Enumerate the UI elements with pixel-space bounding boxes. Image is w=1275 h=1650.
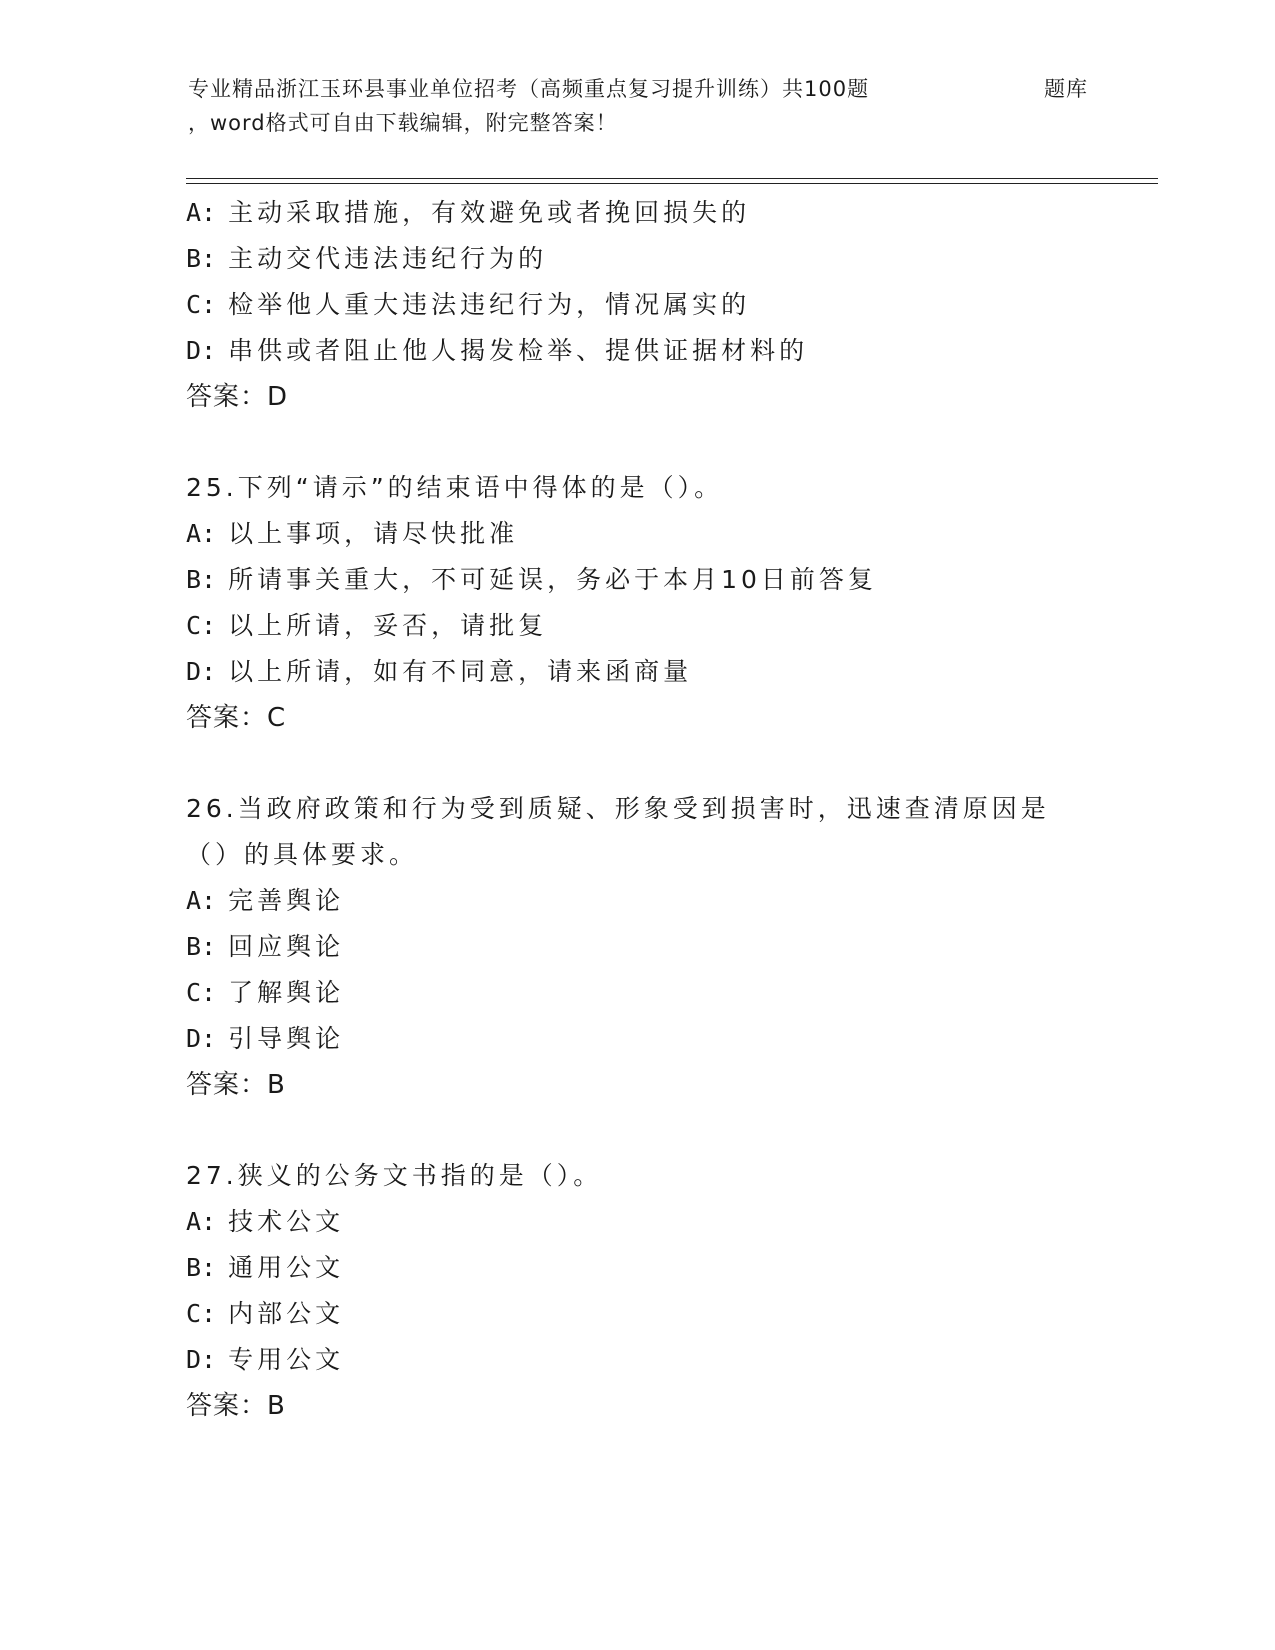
header-divider-top: [186, 178, 1158, 179]
option-spacer: [216, 657, 228, 686]
option-text: 内部公文: [228, 1299, 345, 1328]
option-line: [186, 328, 1146, 374]
option-spacer: [216, 1253, 228, 1282]
option-spacer: [216, 1024, 228, 1053]
option-line: [186, 1291, 1146, 1337]
option-spacer: [216, 611, 228, 640]
question-block: [186, 1153, 1146, 1429]
option-line: [186, 1245, 1146, 1291]
page-header: [188, 72, 1148, 140]
option-line: [186, 649, 1146, 695]
option-text: 了解舆论: [228, 978, 345, 1007]
option-letter: D:: [186, 657, 217, 686]
option-spacer: [216, 1345, 228, 1374]
answer-line: 答案：B: [186, 1070, 286, 1100]
option-spacer: [216, 198, 228, 227]
block-spacer: [186, 1108, 1146, 1153]
option-text: 串供或者阻止他人揭发检举、提供证据材料的: [228, 336, 809, 365]
question-text: 26.当政府政策和行为受到质疑、形象受到损害时，迅速查清原因是（）的具体要求。: [186, 794, 1050, 869]
option-spacer: [216, 978, 228, 1007]
header-title-row: [188, 72, 1088, 106]
answer-line: 答案：B: [186, 1391, 286, 1421]
option-spacer: [216, 244, 228, 273]
option-letter: C:: [186, 1299, 217, 1328]
option-spacer: [216, 1207, 228, 1236]
question-list: [186, 190, 1146, 1429]
question-block: [186, 190, 1146, 420]
option-line: [186, 511, 1146, 557]
option-text: 检举他人重大违法违纪行为，情况属实的: [228, 290, 751, 319]
question-text: 25.下列“请示”的结束语中得体的是（）。: [186, 473, 724, 502]
answer-line: 答案：C: [186, 703, 287, 733]
option-line: [186, 1016, 1146, 1062]
option-text: 专用公文: [228, 1345, 345, 1374]
option-letter: B:: [186, 932, 217, 961]
option-spacer: [216, 932, 228, 961]
option-line: [186, 1337, 1146, 1383]
option-text: 以上事项，请尽快批准: [228, 519, 519, 548]
option-letter: C:: [186, 611, 217, 640]
option-text: 主动交代违法违纪行为的: [228, 244, 548, 273]
option-spacer: [216, 1299, 228, 1328]
option-text: 回应舆论: [228, 932, 345, 961]
option-letter: D:: [186, 1345, 217, 1374]
option-spacer: [216, 886, 228, 915]
option-spacer: [216, 519, 228, 548]
option-line: [186, 970, 1146, 1016]
option-line: [186, 190, 1146, 236]
option-letter: A:: [186, 886, 217, 915]
option-letter: B:: [186, 1253, 217, 1282]
option-line: [186, 878, 1146, 924]
header-subtitle: ，word格式可自由下载编辑，附完整答案！: [188, 111, 618, 135]
question-block: [186, 786, 1146, 1108]
option-text: 完善舆论: [228, 886, 345, 915]
option-text: 以上所请，妥否，请批复: [228, 611, 548, 640]
option-spacer: [216, 290, 228, 319]
block-spacer: [186, 420, 1146, 465]
answer-line: 答案：D: [186, 382, 289, 412]
option-letter: C:: [186, 978, 217, 1007]
block-spacer: [186, 741, 1146, 786]
option-line: [186, 236, 1146, 282]
question-text: 27.狭义的公务文书指的是（）。: [186, 1161, 603, 1190]
option-line: [186, 924, 1146, 970]
option-text: 通用公文: [228, 1253, 345, 1282]
option-text: 引导舆论: [228, 1024, 345, 1053]
header-title: 专业精品浙江玉环县事业单位招考（高频重点复习提升训练）共100题: [188, 77, 870, 101]
option-spacer: [216, 336, 228, 365]
header-tag: 题库: [1044, 77, 1088, 101]
option-text: 所请事关重大，不可延误，务必于本月10日前答复: [228, 565, 877, 594]
option-letter: A:: [186, 1207, 217, 1236]
option-text: 技术公文: [228, 1207, 345, 1236]
question-block: [186, 465, 1146, 741]
option-line: [186, 1199, 1146, 1245]
option-letter: A:: [186, 519, 217, 548]
option-letter: C:: [186, 290, 217, 319]
option-line: [186, 282, 1146, 328]
option-letter: B:: [186, 244, 217, 273]
option-letter: D:: [186, 336, 217, 365]
option-line: [186, 603, 1146, 649]
option-text: 主动采取措施，有效避免或者挽回损失的: [228, 198, 751, 227]
header-divider-bottom: [186, 183, 1158, 184]
option-text: 以上所请，如有不同意，请来函商量: [228, 657, 693, 686]
option-letter: D:: [186, 1024, 217, 1053]
option-letter: A:: [186, 198, 217, 227]
option-line: [186, 557, 1146, 603]
option-spacer: [216, 565, 228, 594]
option-letter: B:: [186, 565, 217, 594]
